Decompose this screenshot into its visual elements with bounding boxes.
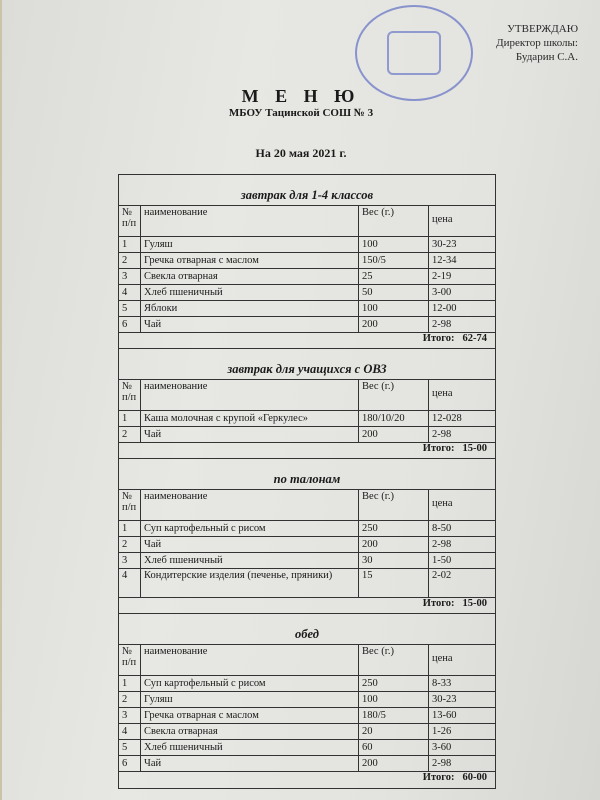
item-price: 13-60 (432, 710, 457, 721)
header-price: цена (432, 498, 453, 509)
table-row (119, 708, 495, 724)
total-value: 62-74 (462, 333, 487, 344)
table-row (119, 269, 495, 285)
table-row (119, 740, 495, 756)
total-label: Итого: (422, 333, 455, 344)
approval-line-1: УТВЕРЖДАЮ (507, 23, 578, 35)
item-price: 2-98 (432, 429, 452, 440)
header-num: № п/п (119, 645, 141, 675)
header-weight: Вес (г.) (359, 206, 429, 236)
table-header-row (119, 380, 495, 411)
table-row (119, 756, 495, 772)
total-value: 15-00 (462, 598, 487, 609)
item-num: 3 (119, 269, 141, 284)
menu-section (119, 459, 495, 614)
item-price: 8-50 (432, 523, 452, 534)
header-name: наименование (141, 380, 359, 410)
item-name: Свекла отварная (141, 724, 359, 739)
item-name: Хлеб пшеничный (141, 285, 359, 300)
section-total (119, 443, 495, 459)
item-num: 5 (119, 301, 141, 316)
item-num: 4 (119, 724, 141, 739)
total-value: 15-00 (462, 443, 487, 454)
header-name: наименование (141, 645, 359, 675)
table-row (119, 521, 495, 537)
school-name: МБОУ Тацинской СОШ № 3 (228, 107, 374, 119)
item-weight: 250 (359, 676, 429, 691)
menu-section (119, 349, 495, 459)
item-price: 30-23 (432, 694, 457, 705)
item-weight: 200 (359, 537, 429, 552)
item-num: 5 (119, 740, 141, 755)
item-weight: 180/5 (359, 708, 429, 723)
table-row (119, 301, 495, 317)
item-price: 3-60 (432, 742, 452, 753)
item-num: 2 (119, 537, 141, 552)
approval-line-3: Бударин С.А. (515, 51, 578, 63)
header-weight: Вес (г.) (359, 380, 429, 410)
item-weight: 50 (359, 285, 429, 300)
item-weight: 200 (359, 317, 429, 332)
item-name: Гречка отварная с маслом (141, 708, 359, 723)
item-num: 1 (119, 411, 141, 426)
total-label: Итого: (422, 443, 455, 454)
table-row (119, 692, 495, 708)
item-name: Свекла отварная (141, 269, 359, 284)
item-weight: 20 (359, 724, 429, 739)
item-name: Чай (141, 427, 359, 442)
item-price: 2-19 (432, 271, 452, 282)
item-num: 2 (119, 427, 141, 442)
item-num: 3 (119, 553, 141, 568)
item-num: 1 (119, 676, 141, 691)
item-num: 4 (119, 285, 141, 300)
item-name: Яблоки (141, 301, 359, 316)
item-weight: 180/10/20 (359, 411, 429, 426)
header-price: цена (432, 214, 453, 225)
section-total (119, 598, 495, 614)
header-num: № п/п (119, 206, 141, 236)
table-header-row (119, 645, 495, 676)
menu-section (119, 175, 495, 349)
header-price: цена (432, 653, 453, 664)
table-row (119, 724, 495, 740)
table-row (119, 537, 495, 553)
item-weight: 250 (359, 521, 429, 536)
header-weight: Вес (г.) (359, 645, 429, 675)
table-header-row (119, 490, 495, 521)
table-row (119, 411, 495, 427)
item-name: Чай (141, 537, 359, 552)
item-weight: 15 (359, 569, 429, 597)
item-num: 2 (119, 692, 141, 707)
item-name: Чай (141, 317, 359, 332)
item-price: 3-00 (432, 287, 452, 298)
item-price: 12-34 (432, 255, 457, 266)
item-price: 2-98 (432, 319, 452, 330)
section-total (119, 333, 495, 349)
total-label: Итого: (422, 772, 455, 783)
item-name: Каша молочная с крупой «Геркулес» (141, 411, 359, 426)
header-name: наименование (141, 206, 359, 236)
item-weight: 150/5 (359, 253, 429, 268)
item-weight: 200 (359, 756, 429, 771)
item-name: Гречка отварная с маслом (141, 253, 359, 268)
section-title: завтрак для учащихся с ОВЗ (119, 349, 495, 380)
menu-date: На 20 мая 2021 г. (255, 146, 347, 160)
item-name: Суп картофельный с рисом (141, 676, 359, 691)
item-num: 6 (119, 756, 141, 771)
item-weight: 100 (359, 692, 429, 707)
table-row (119, 569, 495, 598)
total-label: Итого: (422, 598, 455, 609)
item-num: 3 (119, 708, 141, 723)
item-name: Гуляш (141, 237, 359, 252)
item-name: Хлеб пшеничный (141, 740, 359, 755)
header-num: № п/п (119, 380, 141, 410)
section-title: по талонам (119, 459, 495, 490)
item-price: 2-98 (432, 758, 452, 769)
item-price: 2-02 (432, 570, 452, 581)
item-price: 12-028 (432, 413, 462, 424)
item-name: Гуляш (141, 692, 359, 707)
section-total (119, 772, 495, 788)
item-name: Хлеб пшеничный (141, 553, 359, 568)
table-row (119, 285, 495, 301)
item-price: 8-33 (432, 678, 452, 689)
table-row (119, 676, 495, 692)
item-name: Суп картофельный с рисом (141, 521, 359, 536)
item-name: Кондитерские изделия (печенье, пряники) (141, 569, 359, 597)
item-num: 1 (119, 237, 141, 252)
menu-document (2, 0, 600, 800)
item-weight: 30 (359, 553, 429, 568)
table-row (119, 427, 495, 443)
header-num: № п/п (119, 490, 141, 520)
item-num: 2 (119, 253, 141, 268)
section-title: завтрак для 1-4 классов (119, 175, 495, 206)
item-num: 1 (119, 521, 141, 536)
item-num: 4 (119, 569, 141, 597)
item-weight: 100 (359, 237, 429, 252)
header-price: цена (432, 388, 453, 399)
item-price: 30-23 (432, 239, 457, 250)
item-num: 6 (119, 317, 141, 332)
header-weight: Вес (г.) (359, 490, 429, 520)
item-weight: 100 (359, 301, 429, 316)
total-value: 60-00 (462, 772, 487, 783)
item-name: Чай (141, 756, 359, 771)
item-price: 2-98 (432, 539, 452, 550)
table-row (119, 237, 495, 253)
page-title: М Е Н Ю (241, 86, 361, 106)
approval-line-2: Директор школы: (496, 37, 578, 49)
section-title: обед (119, 614, 495, 645)
approval-block (496, 22, 578, 64)
item-price: 1-50 (432, 555, 452, 566)
item-weight: 200 (359, 427, 429, 442)
table-row (119, 553, 495, 569)
item-price: 12-00 (432, 303, 457, 314)
menu-section (119, 614, 495, 788)
item-weight: 25 (359, 269, 429, 284)
header-name: наименование (141, 490, 359, 520)
table-row (119, 317, 495, 333)
table-header-row (119, 206, 495, 237)
menu-table (118, 174, 496, 789)
item-weight: 60 (359, 740, 429, 755)
table-row (119, 253, 495, 269)
item-price: 1-26 (432, 726, 452, 737)
